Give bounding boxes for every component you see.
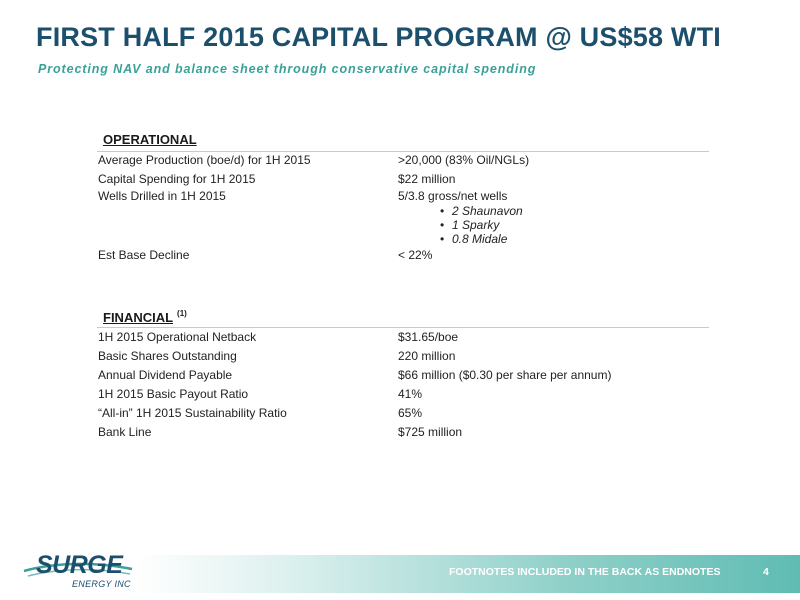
logo-subtext: ENERGY INC xyxy=(72,579,131,589)
operational-heading: OPERATIONAL xyxy=(103,132,197,147)
page-number: 4 xyxy=(763,566,769,578)
wells-bullet xyxy=(440,232,507,246)
operational-divider xyxy=(97,151,709,152)
company-logo xyxy=(22,551,134,597)
row-label: Annual Dividend Payable xyxy=(98,368,233,382)
row-label: 1H 2015 Basic Payout Ratio xyxy=(98,387,249,401)
row-label: Basic Shares Outstanding xyxy=(98,349,237,363)
row-label: Wells Drilled in 1H 2015 xyxy=(98,189,226,203)
row-value: 65% xyxy=(398,406,423,420)
wells-bullet xyxy=(440,218,499,232)
slide-footer xyxy=(0,548,800,600)
row-label: Average Production (boe/d) for 1H 2015 xyxy=(98,153,311,167)
row-value: $66 million ($0.30 per share per annum) xyxy=(398,368,612,382)
bullet-text: 1 Sparky xyxy=(452,218,500,232)
row-label: 1H 2015 Operational Netback xyxy=(98,330,257,344)
financial-footnote-marker: (1) xyxy=(177,309,187,318)
slide-subtitle: Protecting NAV and balance sheet through conservative capital spending xyxy=(38,62,537,76)
row-value: < 22% xyxy=(398,248,433,262)
bullet-dot: • xyxy=(440,204,445,218)
bullet-dot: • xyxy=(440,232,445,246)
row-label: “All-in” 1H 2015 Sustainability Ratio xyxy=(98,406,287,420)
bullet-dot: • xyxy=(440,218,445,232)
bullet-text: 0.8 Midale xyxy=(452,232,508,246)
row-label: Est Base Decline xyxy=(98,248,190,262)
row-value: $22 million xyxy=(398,172,456,186)
row-value: $725 million xyxy=(398,425,463,439)
financial-heading xyxy=(103,309,187,325)
bullet-text: 2 Shaunavon xyxy=(452,204,523,218)
financial-heading-text: FINANCIAL xyxy=(103,310,174,325)
row-value: >20,000 (83% Oil/NGLs) xyxy=(398,153,530,167)
wells-bullet xyxy=(440,204,523,218)
financial-divider xyxy=(97,327,709,328)
row-value: 220 million xyxy=(398,349,456,363)
slide-title: FIRST HALF 2015 CAPITAL PROGRAM @ US$58 WTI xyxy=(36,22,722,52)
row-label: Capital Spending for 1H 2015 xyxy=(98,172,256,186)
row-value: 41% xyxy=(398,387,423,401)
logo-wordmark: SURGE xyxy=(36,551,123,579)
row-value: 5/3.8 gross/net wells xyxy=(398,189,508,203)
row-value: $31.65/boe xyxy=(398,330,459,344)
row-label: Bank Line xyxy=(98,425,152,439)
footnote-notice: FOOTNOTES INCLUDED IN THE BACK AS ENDNOTES xyxy=(449,566,721,578)
